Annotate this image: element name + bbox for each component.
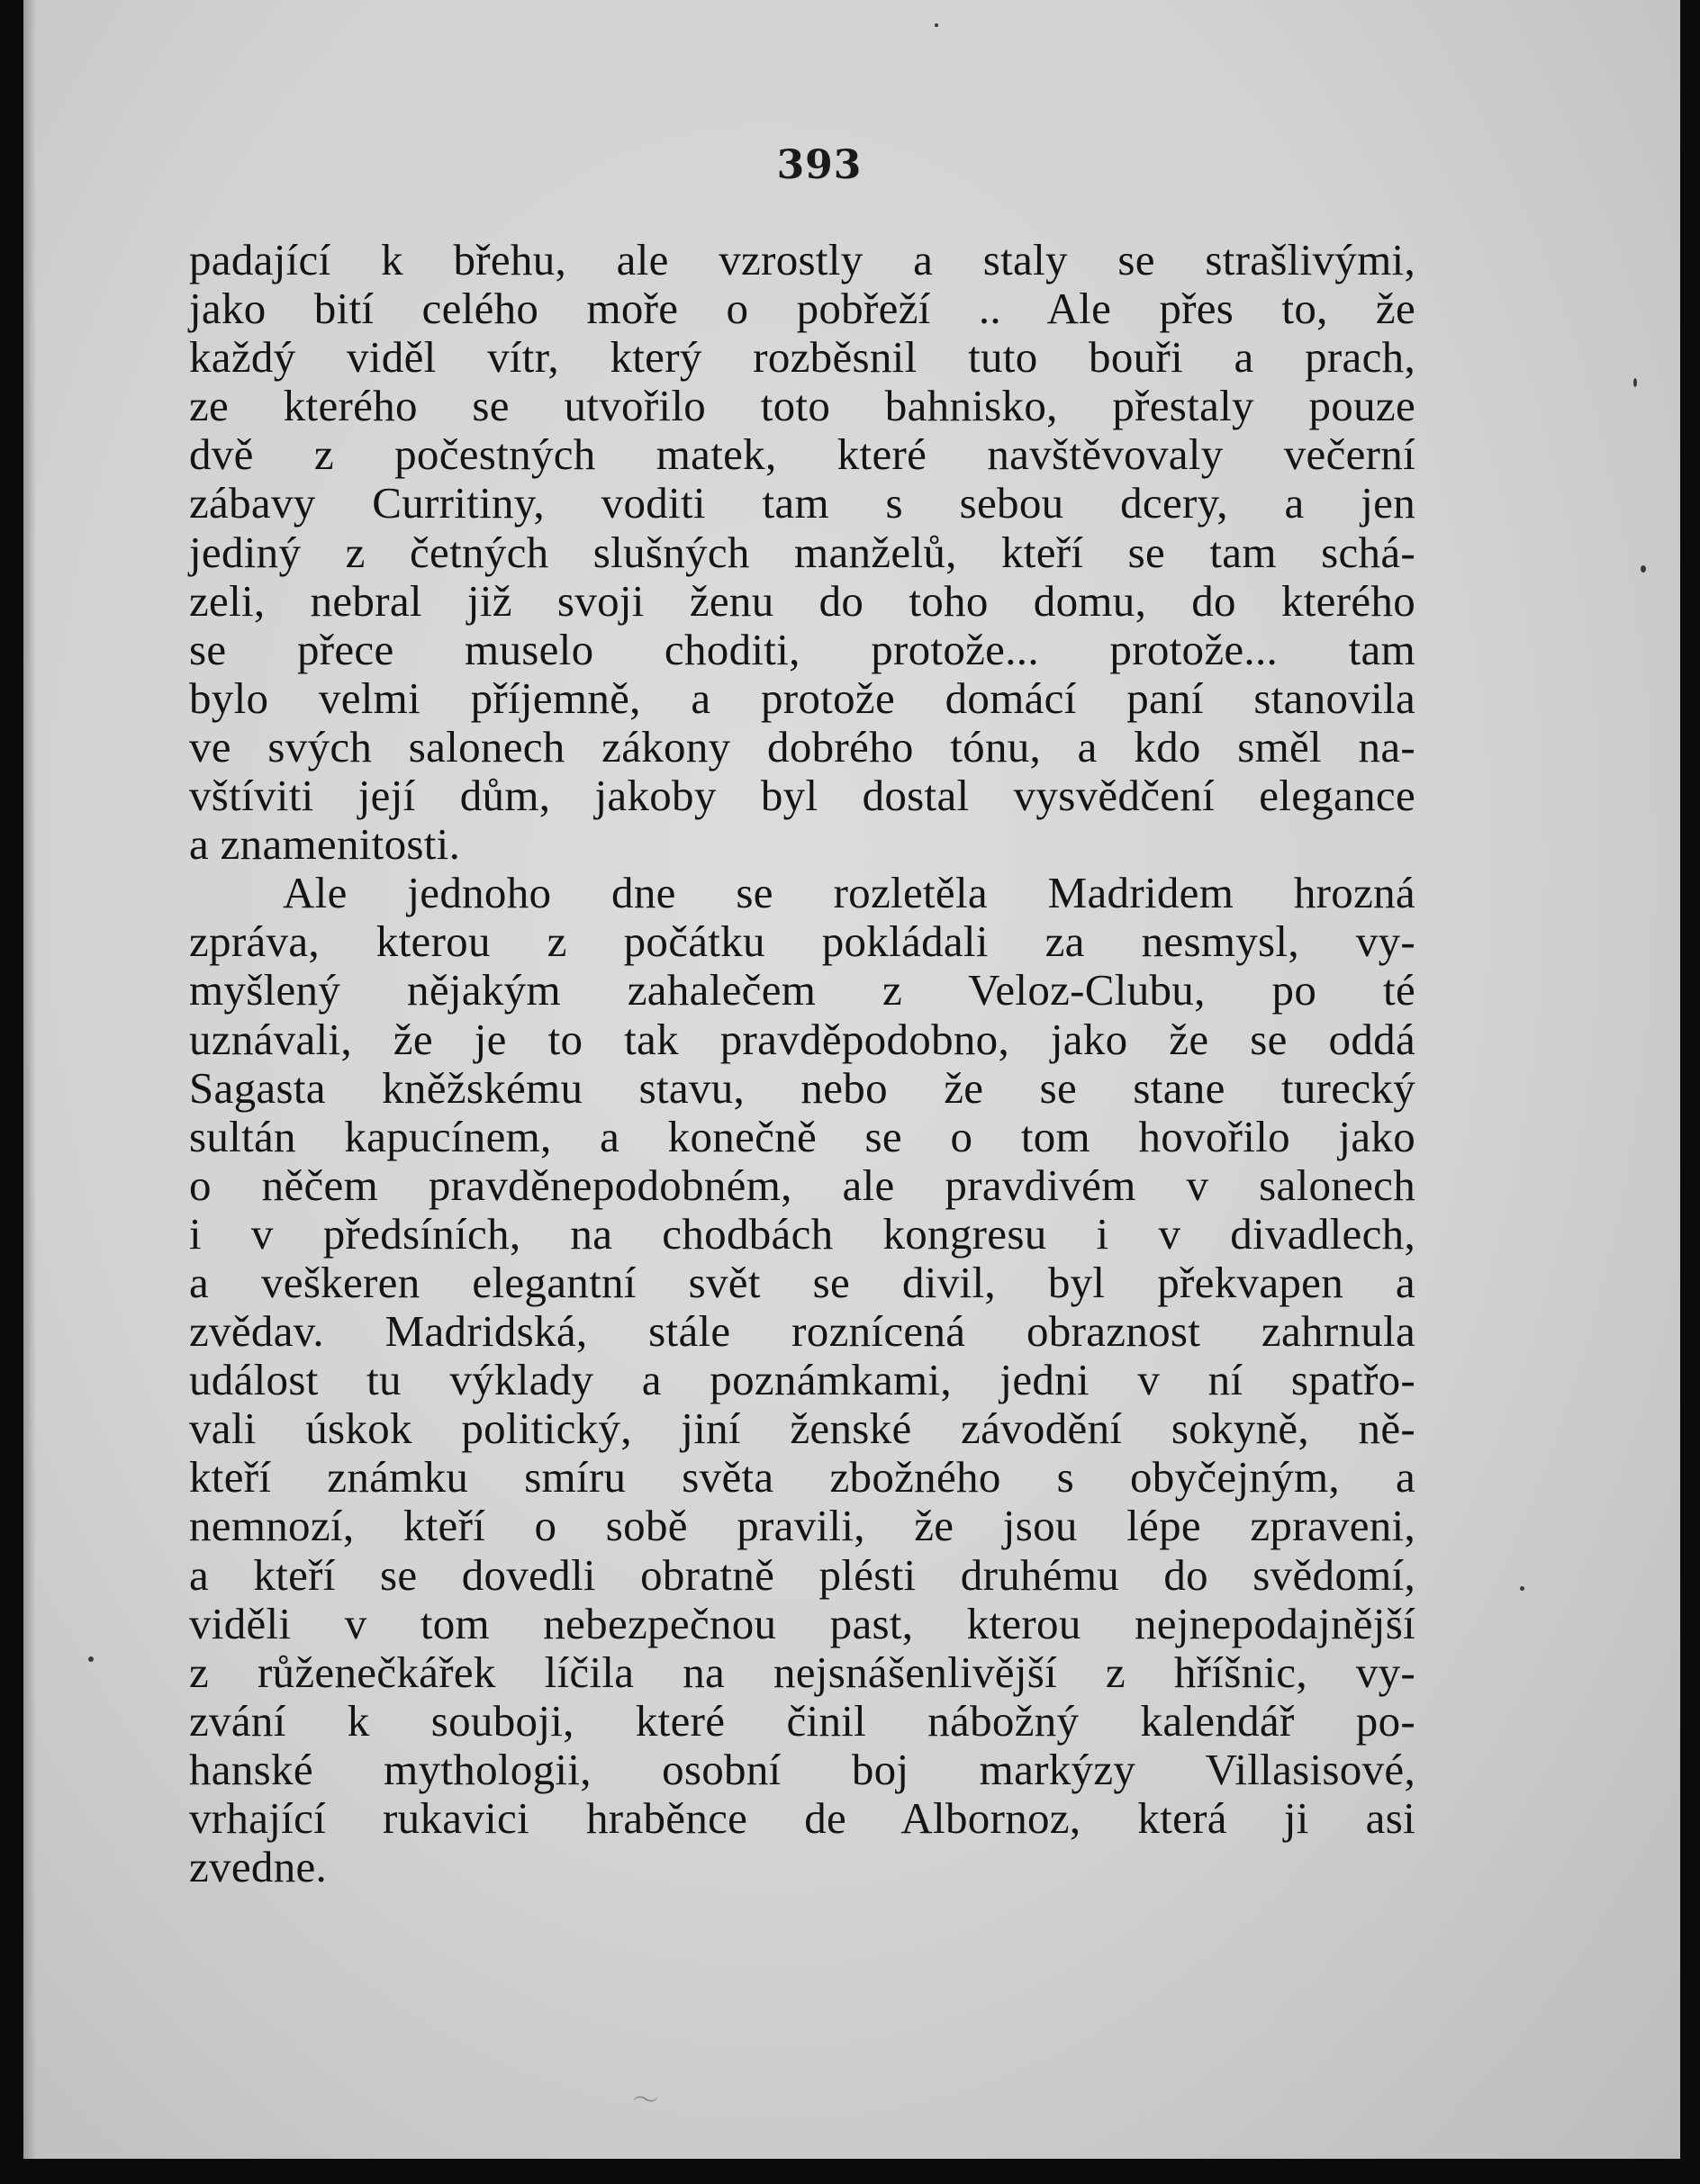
scan-speck xyxy=(88,1656,94,1662)
text-line: uznávali, že je to tak pravděpodobno, jako že se oddá xyxy=(189,1014,1415,1064)
text-line: Sagasta kněžskému stavu, nebo že se stane turecký xyxy=(189,1062,1415,1113)
paragraph-1 xyxy=(189,236,1415,869)
text-line: ve svých salonech zákony dobrého tónu, a kdo směl na- xyxy=(189,721,1415,772)
page-edge-shadow xyxy=(23,0,36,2159)
text-line: nemnozí, kteří o sobě pravili, že jsou lépe zpraveni, xyxy=(189,1501,1415,1551)
text-line: hanské mythologii, osobní boj markýzy Villasisové, xyxy=(189,1744,1415,1794)
text-line: každý viděl vítr, který rozběsnil tuto bouři a prach, xyxy=(189,332,1415,383)
text-line: kteří známku smíru světa zbožného s obyčejným, a xyxy=(189,1452,1415,1503)
text-line: jediný z četných slušných manželů, kteří se tam schá- xyxy=(189,527,1415,577)
text-line: zpráva, kterou z počátku pokládali za nesmysl, vy- xyxy=(189,916,1415,967)
text-line: sultán kapucínem, a konečně se o tom hovořilo jako xyxy=(189,1111,1415,1161)
text-line: bylo velmi příjemně, a protože domácí paní stanovila xyxy=(189,672,1415,723)
body-text xyxy=(189,236,1415,1891)
scan-speck xyxy=(1633,378,1637,387)
text-line: a znamenitosti. xyxy=(189,819,461,870)
page-number: 393 xyxy=(776,142,863,188)
text-line: zvedne. xyxy=(189,1842,328,1892)
text-line: vrhající rukavici hraběnce de Albornoz, která ji asi xyxy=(189,1793,1415,1843)
text-line: zvědav. Madridská, stále roznícená obraznost zahrnula xyxy=(189,1306,1415,1357)
text-line: i v předsíních, na chodbách kongresu i v divadlech, xyxy=(189,1208,1415,1259)
text-line: a kteří se dovedli obratně plésti druhému do svědomí, xyxy=(189,1549,1415,1600)
text-line: událost tu výklady a poznámkami, jedni v ní spatřo- xyxy=(189,1355,1415,1405)
text-line: zábavy Curritiny, voditi tam s sebou dcery, a jen xyxy=(189,478,1415,528)
text-line: vali úskok politický, jiní ženské závodění sokyně, ně- xyxy=(189,1403,1415,1454)
text-line: viděli v tom nebezpečnou past, kterou nejnepodajnější xyxy=(189,1598,1415,1648)
text-line: zvání k souboji, které činil nábožný kalendář po- xyxy=(189,1695,1415,1746)
text-line: o něčem pravděnepodobném, ale pravdivém v salonech xyxy=(189,1160,1415,1210)
text-line: padající k břehu, ale vzrostly a staly se strašlivými, xyxy=(189,235,1415,284)
text-line: se přece muselo choditi, protože... protože... tam xyxy=(189,624,1415,674)
text-line: dvě z počestných matek, které navštěvovaly večerní xyxy=(189,429,1415,480)
scan-speck xyxy=(935,23,938,27)
paragraph-2 xyxy=(189,869,1415,1891)
text-line: zeli, nebral již svoji ženu do toho domu, do kterého xyxy=(189,575,1415,626)
text-line: z růženečkářek líčila na nejsnášenlivější z hříšnic, vy- xyxy=(189,1647,1415,1697)
text-line: vštíviti její dům, jakoby byl dostal vysvědčení elegance xyxy=(189,771,1415,821)
text-line: ze kterého se utvořilo toto bahnisko, přestaly pouze xyxy=(189,381,1415,431)
scan-speck xyxy=(1641,565,1646,573)
scan-speck xyxy=(1520,1586,1524,1591)
text-line: myšlený nějakým zahalečem z Veloz-Clubu, po té xyxy=(189,965,1415,1015)
ink-smudge: 〜 xyxy=(632,2085,659,2116)
book-page xyxy=(23,0,1680,2159)
text-line: jako bití celého moře o pobřeží .. Ale přes to, že xyxy=(189,284,1415,334)
text-line: Ale jednoho dne se rozletěla Madridem hrozná xyxy=(283,868,1415,918)
text-line: a veškeren elegantní svět se divil, byl překvapen a xyxy=(189,1257,1415,1307)
